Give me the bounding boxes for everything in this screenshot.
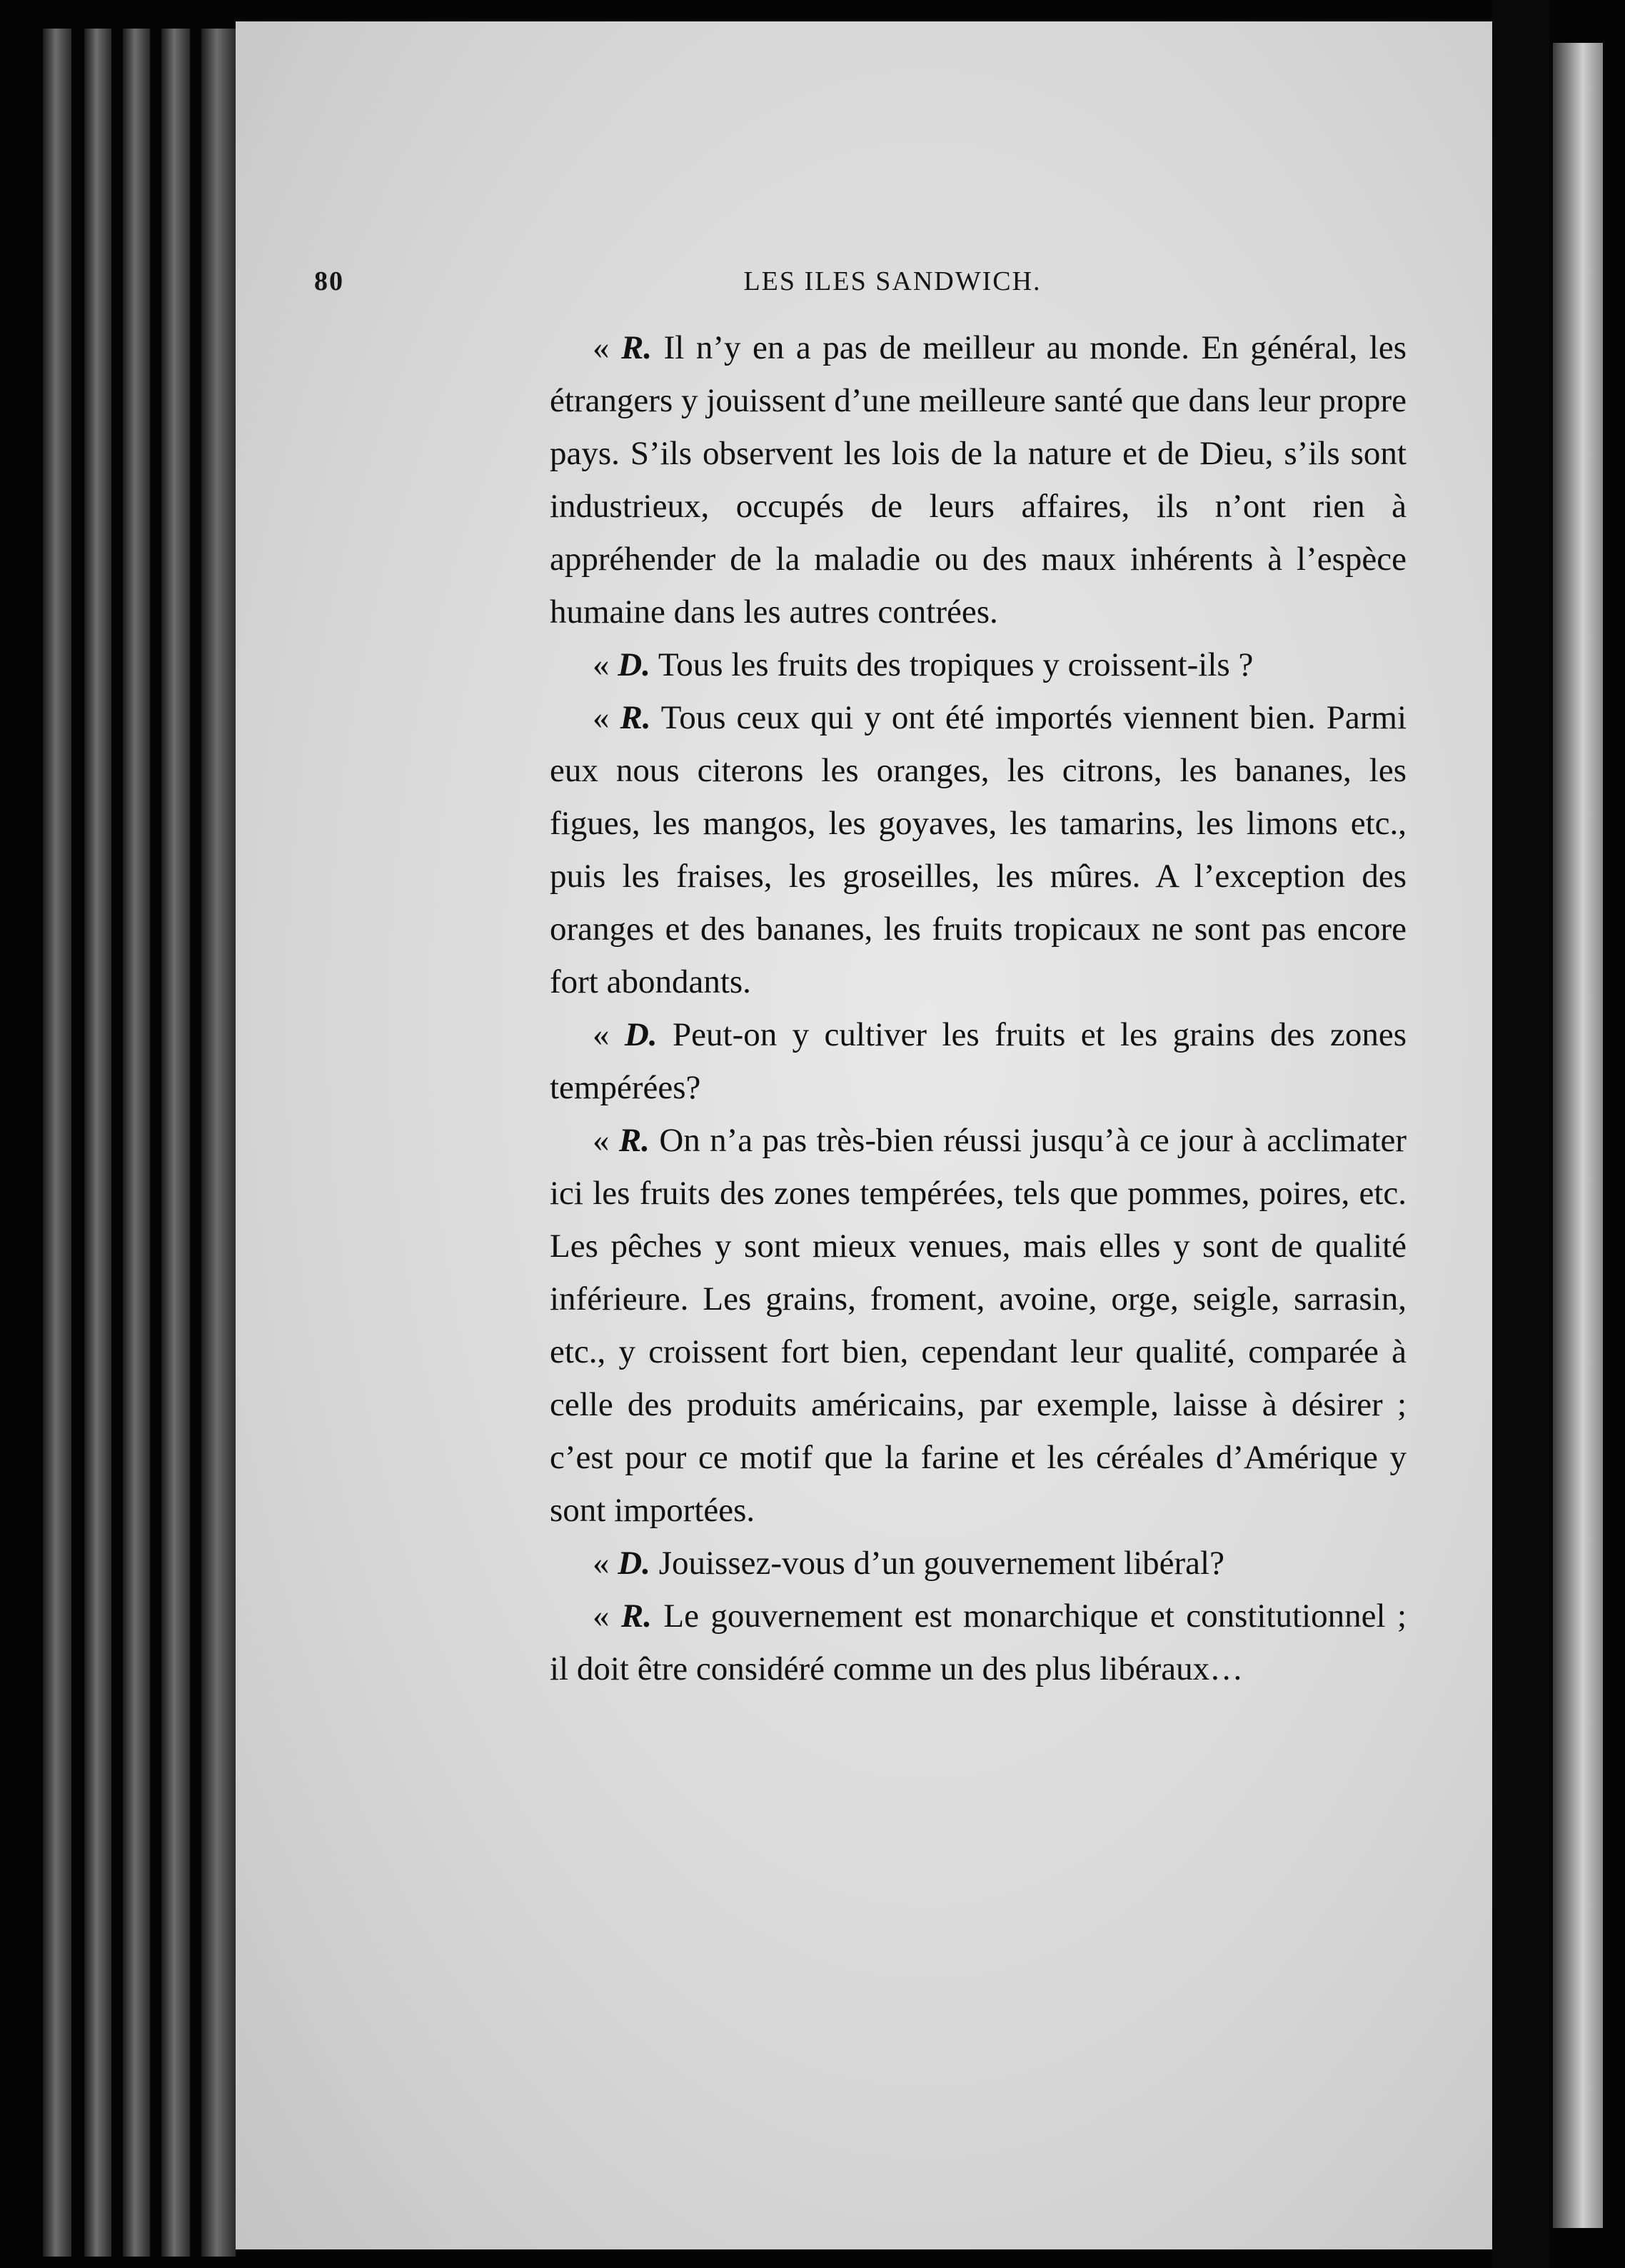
page-edge — [84, 29, 111, 2257]
quote-mark: « — [593, 1016, 610, 1053]
body-text — [550, 321, 1407, 1695]
paragraph — [550, 1008, 1407, 1114]
speaker-label: R. — [620, 699, 651, 736]
quote-mark: « — [593, 329, 610, 366]
page-number: 80 — [314, 266, 344, 296]
paragraph-text: On n’a pas très-bien réussi jusqu’à ce jour à acclimater ici les fruits des zones tempérées, tels que pommes, poires, etc. Les pêches y sont mieux venues, mais elles y sont de qualité inférieure. Les grains, froment, avoine, orge, seigle, sarrasin, etc., y croissent fort bien, cependant leur qualité, comparée à celle des produits américains, par exemple, laisse à désirer ; c’est pour ce motif que la farine et les céréales d’Amérique y sont importées. — [550, 1122, 1407, 1529]
page-edge — [123, 29, 150, 2257]
speaker-label: D. — [624, 1016, 658, 1053]
quote-mark: « — [593, 1597, 610, 1635]
paragraph-text: Jouissez-vous d’un gouvernement libéral? — [658, 1545, 1224, 1582]
paragraph — [550, 321, 1407, 638]
quote-mark: « — [593, 699, 610, 736]
paragraph-text: Tous ceux qui y ont été importés viennent bien. Parmi eux nous citerons les oranges, les citrons, les bananes, les figues, les mangos, les goyaves, les tamarins, les limons etc., puis les fraises, les groseilles, les mûres. A l’exception des oranges et des bananes, les fruits tropicaux ne sont pas encore fort abondants. — [550, 699, 1407, 1000]
quote-mark: « — [593, 1122, 610, 1159]
quote-mark: « — [593, 1545, 610, 1582]
quote-mark: « — [593, 646, 610, 683]
paragraph-text: Tous les fruits des tropiques y croissent-ils ? — [658, 646, 1254, 683]
speaker-label: R. — [621, 329, 653, 366]
speaker-label: R. — [618, 1122, 650, 1159]
speaker-label: D. — [618, 646, 650, 683]
page-edge — [43, 29, 71, 2257]
paragraph — [550, 638, 1407, 691]
next-page-edge — [1553, 43, 1603, 2228]
paragraph — [550, 691, 1407, 1008]
paragraph — [550, 1590, 1407, 1695]
paragraph-text: Il n’y en a pas de meilleur au monde. En général, les étrangers y jouissent d’une meilleure santé que dans leur propre pays. S’ils observent les lois de la nature et de Dieu, s’ils sont industrieux, occupés de leurs affaires, ils n’ont rien à appréhender de la maladie ou des maux inhérents à l’espèce humaine dans les autres contrées. — [550, 329, 1407, 631]
page-edge — [161, 29, 190, 2257]
page-edge — [201, 29, 236, 2257]
paragraph — [550, 1537, 1407, 1590]
paragraph-text: Le gouvernement est monarchique et constitutionnel ; il doit être considéré comme un des plus libéraux… — [550, 1597, 1407, 1687]
speaker-label: R. — [620, 1597, 652, 1635]
paragraph — [550, 1114, 1407, 1537]
paragraph-text: Peut-on y cultiver les fruits et les grains des zones tempérées? — [550, 1016, 1407, 1106]
running-title: LES ILES SANDWICH. — [743, 266, 1042, 296]
speaker-label: D. — [618, 1545, 650, 1582]
gutter-shadow — [1492, 0, 1549, 2268]
running-head — [314, 257, 1414, 307]
